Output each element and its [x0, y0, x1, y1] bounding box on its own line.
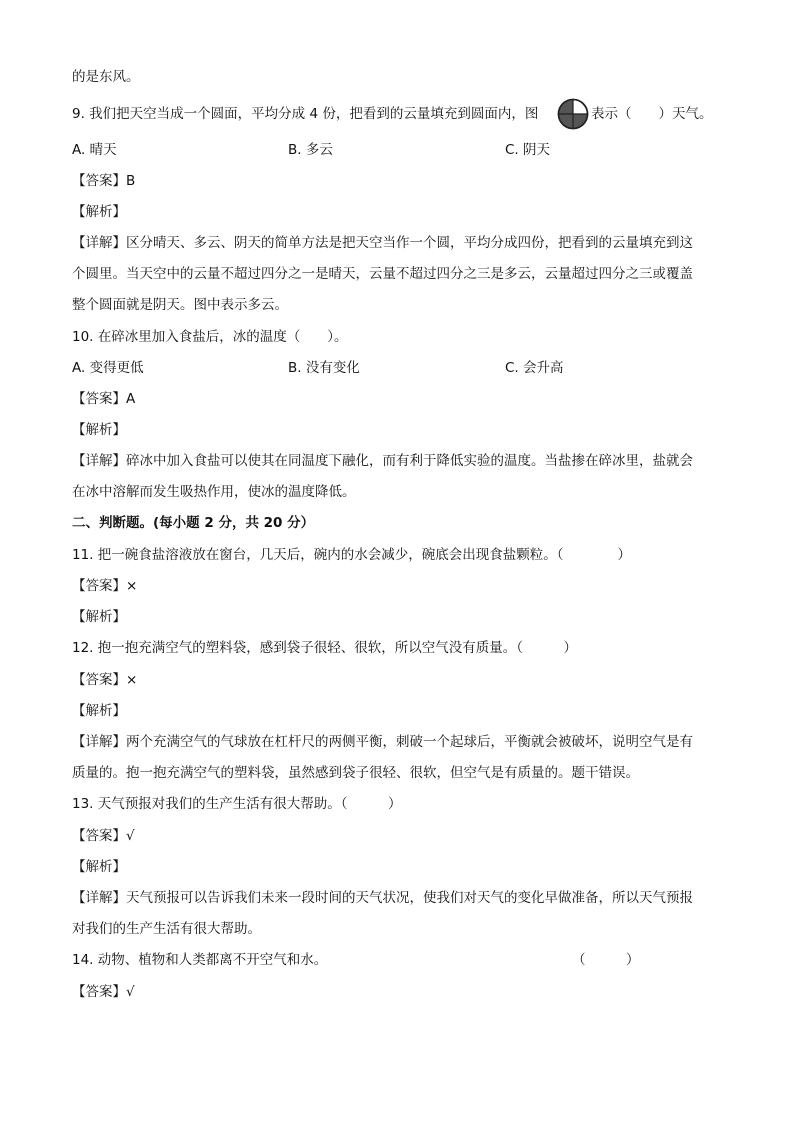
q12-detail-line-2: 质量的。抱一抱充满空气的塑料袋，虽然感到袋子很轻、很软，但空气是有质量的。题干错误。 — [72, 765, 639, 781]
q14-answer: 【答案】√ — [72, 984, 135, 1000]
q9-option-a: A. 晴天 — [72, 142, 117, 158]
q13-answer: 【答案】√ — [72, 828, 135, 844]
question-13: 13. 天气预报对我们的生产生活有很大帮助。（ ） — [72, 796, 402, 812]
prev-answer-tail: 的是东风。 — [72, 69, 140, 85]
q13-analysis-label: 【解析】 — [72, 859, 126, 875]
q10-detail-line-1: 【详解】碎冰中加入食盐可以使其在同温度下融化，而有利于降低实验的温度。当盐掺在碎冰里，盐就会 — [72, 453, 693, 469]
cloud-cover-icon — [557, 98, 589, 130]
question-10: 10. 在碎冰里加入食盐后，冰的温度（ ）。 — [72, 329, 348, 345]
q10-detail-line-2: 在冰中溶解而发生吸热作用，使冰的温度降低。 — [72, 484, 356, 500]
q9-answer: 【答案】B — [72, 173, 136, 189]
q13-detail-line-2: 对我们的生产生活有很大帮助。 — [72, 921, 261, 937]
q9-analysis-label: 【解析】 — [72, 204, 126, 220]
q11-analysis-label: 【解析】 — [72, 609, 126, 625]
q12-analysis-label: 【解析】 — [72, 703, 126, 719]
question-12: 12. 抱一抱充满空气的塑料袋，感到袋子很轻、很软，所以空气没有质量。（ ） — [72, 640, 578, 656]
q10-option-b: B. 没有变化 — [288, 360, 360, 376]
q10-option-a: A. 变得更低 — [72, 360, 144, 376]
question-9-tail: 表示（ ）天气。 — [591, 106, 713, 122]
q10-analysis-label: 【解析】 — [72, 422, 126, 438]
q9-detail-line-2: 个圆里。当天空中的云量不超过四分之一是晴天，云量不超过四分之三是多云，云量超过四分之三或覆盖 — [72, 266, 693, 282]
q11-answer: 【答案】× — [72, 578, 138, 594]
q9-detail-line-3: 整个圆面就是阴天。图中表示多云。 — [72, 297, 288, 313]
q10-answer: 【答案】A — [72, 391, 136, 407]
q13-detail-line-1: 【详解】天气预报可以告诉我们未来一段时间的天气状况，使我们对天气的变化早做准备，所以天气预报 — [72, 890, 693, 906]
question-14: 14. 动物、植物和人类都离不开空气和水。 — [72, 952, 328, 968]
question-14-paren: （ ） — [572, 952, 640, 968]
question-11: 11. 把一碗食盐溶液放在窗台，几天后，碗内的水会减少，碗底会出现食盐颗粒。（ ） — [72, 547, 632, 563]
q10-option-c: C. 会升高 — [505, 360, 564, 376]
q12-answer: 【答案】× — [72, 672, 138, 688]
q9-option-c: C. 阴天 — [505, 142, 551, 158]
q9-option-b: B. 多云 — [288, 142, 333, 158]
question-9: 9. 我们把天空当成一个圆面，平均分成 4 份，把看到的云量填充到圆面内，图 — [72, 106, 539, 122]
q9-detail-line-1: 【详解】区分晴天、多云、阴天的简单方法是把天空当作一个圆，平均分成四份，把看到的云量填充到这 — [72, 235, 693, 251]
section-2-heading: 二、判断题。(每小题 2 分，共 20 分） — [72, 515, 315, 531]
q12-detail-line-1: 【详解】两个充满空气的气球放在杠杆尺的两侧平衡，刺破一个起球后，平衡就会被破坏，说明空气是有 — [72, 734, 693, 750]
